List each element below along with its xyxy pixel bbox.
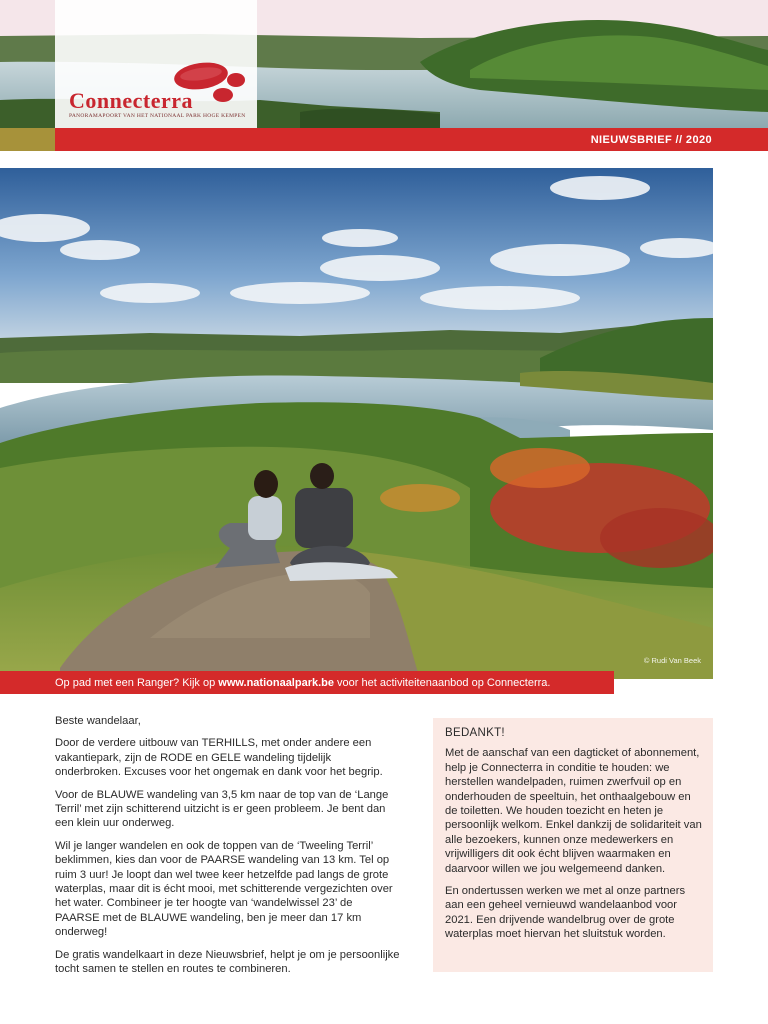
- logo-panel: [55, 0, 257, 128]
- article-paragraph: Wil je langer wandelen en ook de toppen van de ‘Tweeling Terril’ beklimmen, kies dan voor de PAARSE wandeling van 13 km. Tel op ruim 3 uur! Je loopt dan wel twee keer hetzelfde pad langs de grote waterplas, maar dit is écht mooi, met schitterende vergezichten over het water. Combineer je ter hoogte van ‘wandelwissel 23’ de PAARSE met de BLAUWE wandeling, ben je meer dan 17 km onderweg!: [55, 839, 393, 939]
- thanks-box: [433, 718, 713, 972]
- article-paragraph: De gratis wandelkaart in deze Nieuwsbrief, helpt je om je persoonlijke tocht samen te stellen en routes te combineren.: [55, 948, 400, 976]
- olive-accent-strip: [0, 128, 55, 151]
- thanks-paragraph: En ondertussen werken we met al onze partners aan een geheel vernieuwd wandelaanbod voor 2021. Een drijvende wandelbrug over de grote waterplas moet hiervan het sluitstuk worden.: [445, 885, 686, 941]
- article-paragraph: Voor de BLAUWE wandeling van 3,5 km naar de top van de ‘Lange Terril’ met zijn schitterend uitzicht is er geen probleem. Je bent dan een klein uur onderweg.: [55, 788, 389, 830]
- article-greeting: Beste wandelaar,: [55, 715, 141, 727]
- hero-photo: [0, 168, 713, 679]
- article-column: [55, 714, 400, 985]
- caption-suffix: voor het activiteitenaanbod op Connecterra.: [334, 677, 551, 689]
- photo-caption: [55, 677, 550, 689]
- logo-subtitle: PANORAMAPOORT VAN HET NATIONAAL PARK HOGE KEMPEN: [69, 113, 246, 119]
- logo-wordmark: Connecterra: [69, 88, 194, 113]
- thanks-title: BEDANKT!: [445, 727, 505, 739]
- article-paragraph: Door de verdere uitbouw van TERHILLS, met onder andere een vakantiepark, zijn de RODE en GELE wandeling tijdelijk onderbroken. Excuses voor het ongemak en dank voor het begrip.: [55, 737, 383, 779]
- caption-prefix: Op pad met een Ranger? Kijk op: [55, 677, 219, 689]
- newsletter-label: NIEUWSBRIEF // 2020: [590, 134, 712, 146]
- caption-link[interactable]: www.nationaalpark.be: [218, 677, 334, 689]
- thanks-paragraph: Met de aanschaf van een dagticket of abonnement, help je Connecterra in conditie te houden: we herstellen wandelpaden, ruimen zwerfvuil op en onderhouden de speeltuin, het onthaalgebouw en de toiletten. We houden toezicht en heten je persoonlijk welkom. Enkel dankzij de solidariteit van alle bezoekers, kunnen onze medewerkers en vrijwilligers dit ook écht blijven waarmaken en daarvoor willen we jou welgemeend danken.: [445, 747, 702, 875]
- photo-credit: © Rudi Van Beek: [643, 656, 701, 665]
